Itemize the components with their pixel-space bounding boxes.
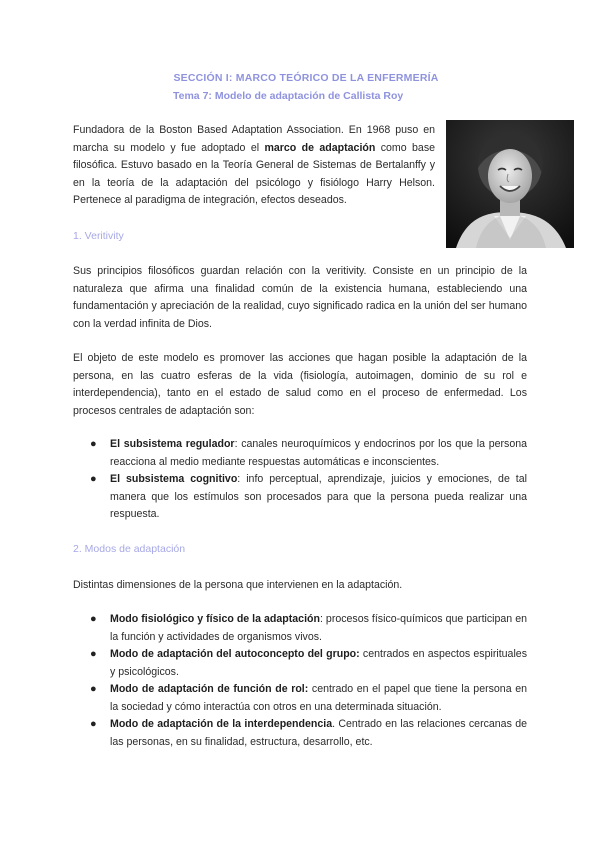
portrait-illustration — [446, 120, 574, 248]
section-2-title: 2. Modos de adaptación — [73, 543, 186, 555]
intro-paragraph — [73, 122, 435, 210]
bullet-text: centrados en aspectos espirituales y psicológicos. — [110, 648, 527, 678]
bullet-icon: ● — [90, 648, 97, 660]
bullet-bold: El subsistema cognitivo — [110, 473, 238, 485]
bullet-bold: Modo de adaptación del autoconcepto del grupo: — [110, 648, 360, 660]
bullet-icon: ● — [90, 438, 97, 450]
section-heading: SECCIÓN I: MARCO TEÓRICO DE LA ENFERMERÍA — [173, 72, 439, 84]
list-item — [90, 681, 527, 716]
list-item — [90, 471, 527, 524]
bullet-bold: Modo de adaptación de la interdependencia — [110, 718, 333, 730]
bullet-text: : canales neuroquímicos y endocrinos por los que la persona reacciona al medio mediante respuestas automáticas e inconscientes. — [110, 438, 527, 468]
page-header — [0, 72, 600, 102]
bullet-icon: ● — [90, 718, 97, 730]
portrait-photo — [446, 120, 574, 248]
bullet-icon: ● — [90, 683, 97, 695]
bullet-icon: ● — [90, 473, 97, 485]
section-1-paragraph-1: Sus principios filosóficos guardan relación con la veritivity. Consiste en un principio de la naturaleza que afirma una finalidad común de la existencia humana, estableciendo una fundamentación y apreciación de la realidad, cuyo significado radica en la unión del ser humano con la verdad infinita de Dios. — [73, 265, 527, 330]
list-item — [90, 611, 527, 646]
list-item — [90, 716, 527, 751]
section-2-paragraph: Distintas dimensiones de la persona que intervienen en la adaptación. — [73, 579, 403, 591]
bullet-text: . Centrado en las relaciones cercanas de las personas, en su finalidad, estructura, desarrollo, etc. — [110, 718, 527, 748]
list-item — [90, 646, 527, 681]
bullet-bold: El subsistema regulador — [110, 438, 235, 450]
bullet-bold: Modo de adaptación de función de rol: — [110, 683, 309, 695]
section-1-title: 1. Veritivity — [73, 230, 124, 242]
intro-text-1: Fundadora de la Boston Based Adaptation Association. En 1968 puso en marcha su modelo y fue adoptado el — [73, 124, 435, 154]
bullet-bold: Modo fisiológico y físico de la adaptación — [110, 613, 320, 625]
bullet-icon: ● — [90, 613, 97, 625]
bullet-text: : procesos físico-químicos que participan en la función y actividades de organismos vivos. — [110, 613, 527, 643]
topic-heading: Tema 7: Modelo de adaptación de Callista Roy — [173, 90, 404, 102]
bullet-text: centrado en el papel que tiene la persona en la sociedad y cómo interactúa con otros en una determinada situación. — [110, 683, 527, 713]
section-1-bullet-list — [90, 436, 527, 524]
bullet-text: : info perceptual, aprendizaje, juicios y emociones, de tal manera que los estímulos son procesados para que la persona pueda realizar una respuesta. — [110, 473, 527, 520]
intro-text-2: como base filosófica. Estuvo basado en la Teoría General de Sistemas de Bertalanffy y en la teoría de la adaptación del psicólogo y fisiólogo Harry Helson. Pertenece al paradigma de integración, efectos deseados. — [73, 141, 436, 206]
intro-bold: marco de adaptación — [264, 141, 376, 154]
list-item — [90, 436, 527, 471]
section-1-paragraph-2: El objeto de este modelo es promover las acciones que hagan posible la adaptación de la persona, en las cuatro esferas de la vida (fisiología, autoimagen, dominio de su rol e interdependencia), tanto en el estado de salud como en el proceso de enfermedad. Los procesos centrales de adaptación son: — [73, 352, 527, 417]
section-2-bullet-list — [90, 611, 527, 751]
